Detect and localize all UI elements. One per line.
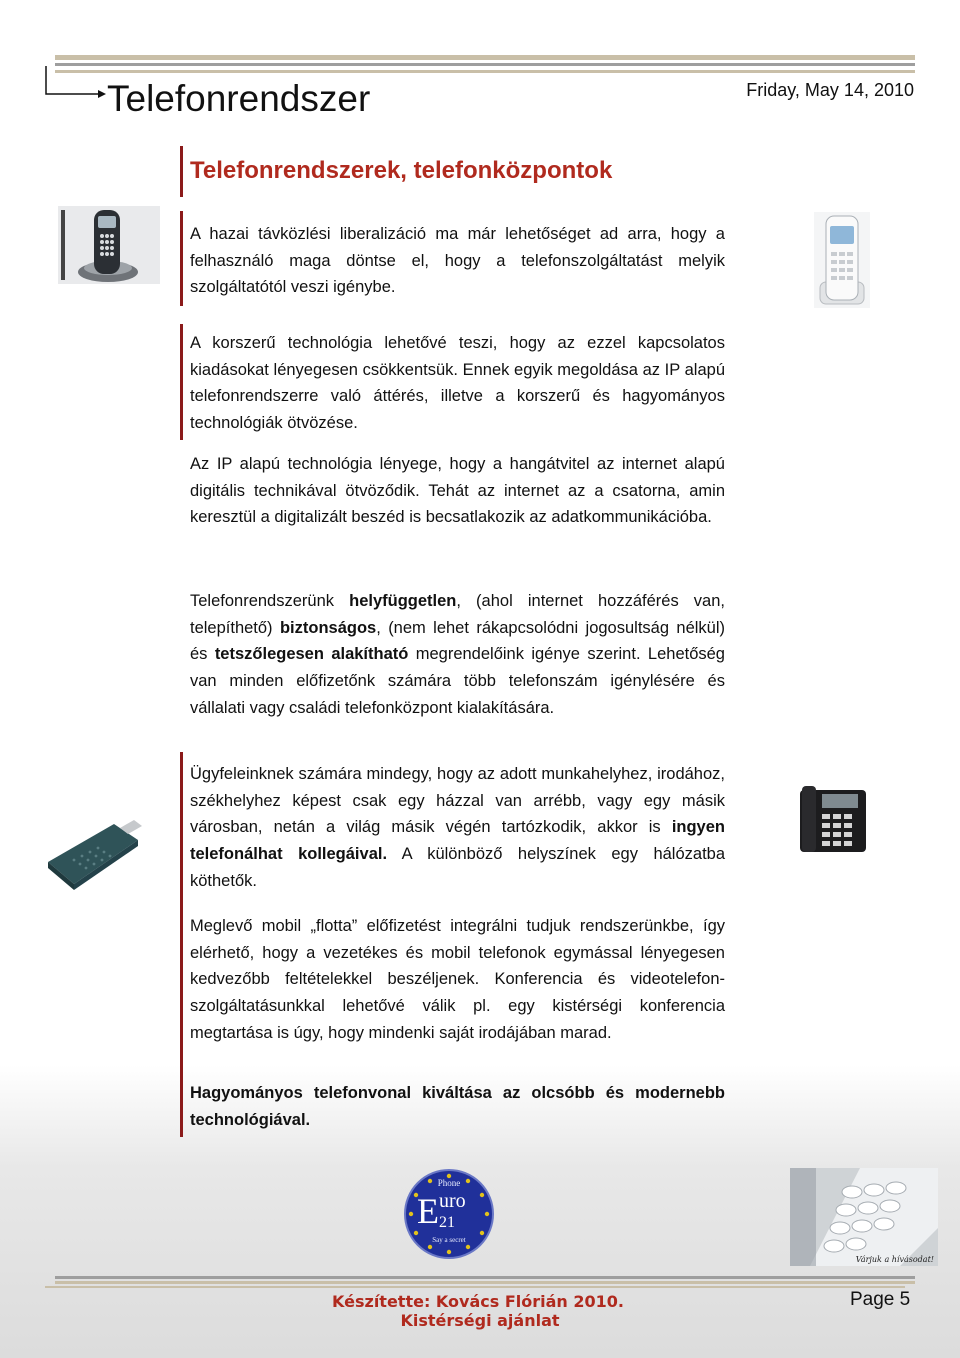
accent-bar-lower [180, 752, 183, 1137]
footer-rule-bottom [45, 1286, 905, 1288]
paragraph-customers [190, 761, 725, 895]
bold-run: tetszőlegesen alakítható [214, 645, 409, 664]
accent-bar-p1 [180, 211, 183, 306]
text-run: A különböző helyszínek egy hálózatba köthetők. [190, 845, 726, 890]
logo-bottom-text: Say a secret [432, 1236, 466, 1244]
euro21-logo [403, 1166, 495, 1262]
paragraph-mobile-fleet: Meglevő mobil „flotta” előfizetést integrálni tudjuk rendszerünkbe, így elérhető, hogy a vezetékes és mobil telefonok egymással lényegesen kedvezőbb feltételekkel beszéljenek. Konferencia és videotelefon-szolgáltatásunkkal lehetővé válik pl. egy kistérségi konferencia megtartása is úgy, hogy mindenki saját irodájában marad. [190, 917, 725, 1042]
footer-credit-author: Készítette: Kovács Flórián 2010. [332, 1292, 624, 1311]
white-dect-phone-image [814, 212, 870, 308]
paragraph-conclusion: Hagyományos telefonvonal kiváltása az olcsóbb és modernebb technológiával. [190, 1084, 725, 1129]
paragraph-ip-technology: Az IP alapú technológia lényege, hogy a hangátvitel az internet alapú digitális technikával ötvöződik. Tehát az internet az a csatorna, amin keresztül a digitalizált beszéd is becsatlakozik az adatkommunikációba. [190, 455, 725, 527]
logo-letters-uro: uro [439, 1190, 466, 1212]
photo-caption: Várjuk a hívásodat! [855, 1255, 934, 1264]
phone-closeup-photo [790, 1168, 938, 1266]
header-date: Friday, May 14, 2010 [746, 80, 914, 100]
footer-credit-subtitle: Kistérségi ajánlat [400, 1311, 560, 1330]
bold-run: helyfüggetlen [349, 592, 457, 610]
header-arrow-icon [44, 64, 108, 104]
accent-bar-heading [180, 146, 183, 197]
voip-adapter-image [44, 818, 142, 890]
accent-bar-p2 [180, 324, 183, 440]
header-rule-bottom [55, 70, 915, 73]
cordless-phone-image [58, 206, 160, 284]
bold-run: biztonságos [279, 618, 377, 637]
paragraph-technology: A korszerű technológia lehetővé teszi, hogy az ezzel kapcsolatos kiadásokat lényegesen csökkentsük. Ennek egyik megoldása az IP alapú telefonrendszerre való áttérés, illetve a korszerű és hagyományos technológiák ötvözése. [190, 334, 725, 433]
page-number: Page 5 [850, 1289, 911, 1310]
section-heading: Telefonrendszerek, telefonközpontok [190, 157, 613, 184]
text-run: , (nem lehet rákapcsolódni jogosultság nélkül) és [190, 618, 725, 664]
text-run: Telefonrendszerünk [190, 592, 350, 610]
text-run: Ügyfeleinknek számára mindegy, hogy az adott munkahelyhez, irodához, székhelyhez képest csak egy házzal van arrébb, vagy egy másik városban, netán a világ másik végén tartózkodik, akkor is [190, 765, 725, 837]
logo-top-text: Phone [437, 1178, 461, 1188]
paragraph-liberalization: A hazai távközlési liberalizáció ma már lehetőséget ad arra, hogy a felhasználó maga döntse el, hogy a telefonszolgáltatást melyik szolgáltatótól veszi igénybe. [190, 225, 725, 297]
header-rule-middle [55, 63, 915, 66]
phone-keypad-icon [790, 1168, 938, 1266]
text-run: megrendelőink igénye szerint. Lehetőség van minden előfizetőnk számára több telefonszám igénylésére és vállalati vagy családi telefonközpont kialakítására. [190, 645, 725, 717]
footer-rule-top [55, 1276, 915, 1279]
header-rule-top [55, 55, 915, 60]
logo-number-text: 21 [439, 1214, 455, 1231]
logo-letter-e: E [417, 1191, 439, 1231]
page-title: Telefonrendszer [107, 78, 371, 119]
footer-rule-middle [55, 1281, 915, 1284]
bold-run: ingyen telefonálhat kollegáival. [190, 818, 725, 864]
text-run: , (ahol internet hozzáférés van, telepíthető) [190, 592, 725, 637]
paragraph-features [190, 588, 725, 722]
desk-phone-image [798, 784, 868, 856]
